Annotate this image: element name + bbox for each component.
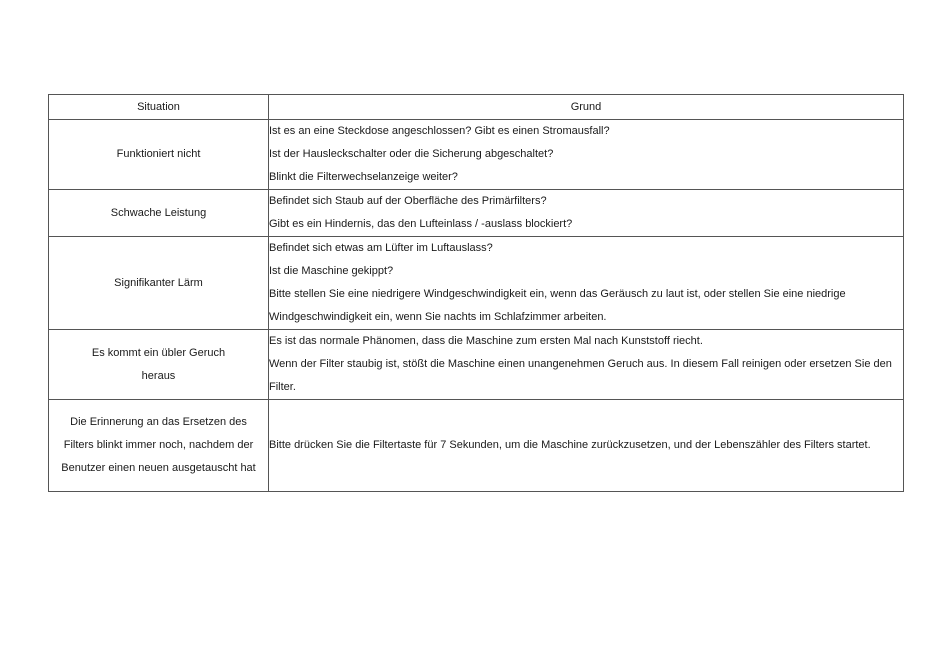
reason-line: Gibt es ein Hindernis, das den Lufteinlass / -auslass blockiert? (269, 218, 573, 230)
reason-line: Ist der Hausleckschalter oder die Sicherung abgeschaltet? (269, 148, 554, 160)
troubleshooting-table-container (48, 94, 904, 492)
reason-line: Ist es an eine Steckdose angeschlossen? Gibt es einen Stromausfall? (269, 125, 610, 137)
table-header-row (49, 95, 904, 120)
header-reason: Grund (269, 95, 904, 120)
reason-cell (269, 400, 904, 492)
situation-cell: Schwache Leistung (49, 190, 269, 237)
reason-line: Blinkt die Filterwechselanzeige weiter? (269, 171, 458, 183)
situation-cell: Signifikanter Lärm (49, 237, 269, 330)
reason-line: Es ist das normale Phänomen, dass die Maschine zum ersten Mal nach Kunststoff riecht. (269, 335, 703, 347)
table-row (49, 330, 904, 400)
reason-cell (269, 330, 904, 400)
reason-cell (269, 190, 904, 237)
reason-line: Wenn der Filter staubig ist, stößt die Maschine einen unangenehmen Geruch aus. In diesem Fall reinigen oder ersetzen Sie den Filter. (269, 358, 892, 393)
header-situation: Situation (49, 95, 269, 120)
reason-line: Bitte stellen Sie eine niedrigere Windgeschwindigkeit ein, wenn das Geräusch zu laut ist, oder stellen Sie eine niedrige Windgeschwindigkeit ein, wenn Sie nachts im Schlafzimmer arbeiten. (269, 288, 846, 323)
reason-line: Befindet sich Staub auf der Oberfläche des Primärfilters? (269, 195, 547, 207)
table-row (49, 237, 904, 330)
reason-cell (269, 237, 904, 330)
table-row (49, 400, 904, 492)
reason-line: Bitte drücken Sie die Filtertaste für 7 Sekunden, um die Maschine zurückzusetzen, und der Lebenszähler des Filters startet. (269, 439, 871, 451)
situation-cell: Es kommt ein übler Geruch heraus (49, 330, 269, 400)
table-row (49, 190, 904, 237)
table-row (49, 120, 904, 190)
reason-line: Befindet sich etwas am Lüfter im Luftauslass? (269, 242, 493, 254)
reason-cell (269, 120, 904, 190)
reason-line: Ist die Maschine gekippt? (269, 265, 394, 277)
situation-cell: Funktioniert nicht (49, 120, 269, 190)
situation-cell: Die Erinnerung an das Ersetzen des Filters blinkt immer noch, nachdem der Benutzer einen neuen ausgetauscht hat (49, 400, 269, 492)
troubleshooting-table (48, 94, 904, 492)
